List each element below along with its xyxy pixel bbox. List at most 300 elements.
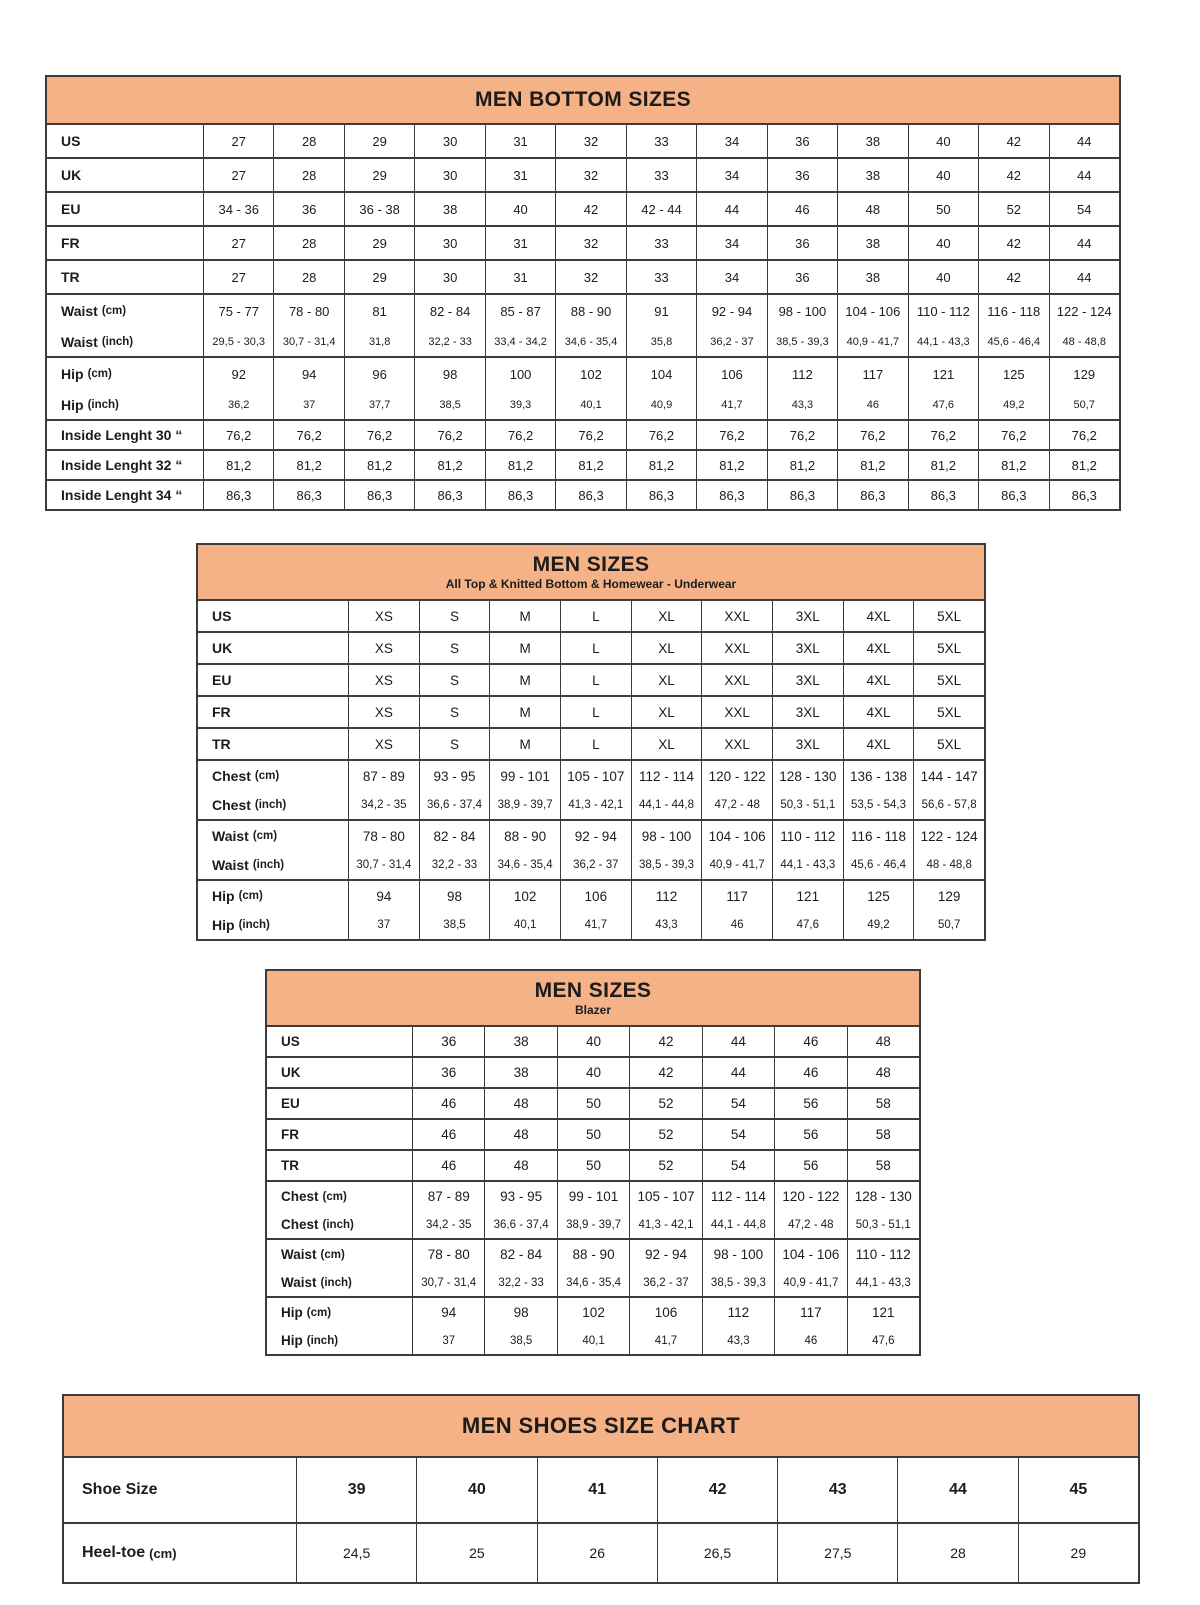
- size-cell: 32,2 - 33: [414, 327, 484, 356]
- size-cell: 58: [847, 1089, 919, 1118]
- size-cell: 98 - 100: [702, 1240, 774, 1269]
- size-cell: 81,2: [555, 451, 625, 479]
- row-label-unit: (cm): [306, 1306, 332, 1319]
- size-cell: 76,2: [555, 421, 625, 449]
- size-cell: 49,2: [843, 911, 914, 939]
- size-cell: 50: [557, 1120, 629, 1149]
- size-cell: 128 - 130: [772, 761, 843, 791]
- size-cell: 32,2 - 33: [484, 1269, 556, 1296]
- table-row: [267, 1058, 919, 1087]
- size-cell: 41,7: [629, 1327, 701, 1354]
- table-row: [47, 421, 1119, 449]
- size-cell: 43,3: [767, 390, 837, 419]
- size-cell: 81,2: [1049, 451, 1119, 479]
- size-cell: 81,2: [908, 451, 978, 479]
- size-cell: 29: [1018, 1524, 1138, 1582]
- row-label-unit: (cm): [320, 1248, 345, 1261]
- size-cell: 41,7: [696, 390, 766, 419]
- row-label-unit: (cm): [87, 368, 112, 380]
- size-cell: 3XL: [772, 665, 843, 695]
- size-cell: XS: [348, 601, 419, 631]
- size-cell: 52: [978, 193, 1048, 225]
- size-cell: 76,2: [837, 421, 907, 449]
- size-cell: 144 - 147: [913, 761, 984, 791]
- size-cell: 48: [847, 1027, 919, 1056]
- size-cell: 82 - 84: [419, 821, 490, 851]
- size-cell: 106: [560, 881, 631, 911]
- row-label: [267, 1027, 412, 1056]
- size-cell: 44,1 - 43,3: [847, 1269, 919, 1296]
- size-cell: 120 - 122: [774, 1182, 846, 1211]
- row-label-text: UK: [61, 167, 82, 183]
- size-cell: 112 - 114: [702, 1182, 774, 1211]
- size-cell: 45,6 - 46,4: [978, 327, 1048, 356]
- size-cell: 86,3: [273, 481, 343, 509]
- size-cell: 39: [296, 1458, 416, 1522]
- size-cell: 47,6: [772, 911, 843, 939]
- row-label-unit: (inch): [306, 1334, 339, 1347]
- row-group: [198, 881, 984, 939]
- size-cell: 32: [555, 125, 625, 157]
- size-cell: 81: [344, 295, 414, 327]
- size-cell: 58: [847, 1120, 919, 1149]
- size-cell: 41,7: [560, 911, 631, 939]
- table-row: [47, 358, 1119, 390]
- size-cell: 33: [626, 227, 696, 259]
- size-cell: 28: [273, 261, 343, 293]
- size-cell: 30,7 - 31,4: [273, 327, 343, 356]
- table-row: [47, 159, 1119, 191]
- size-cell: 81,2: [837, 451, 907, 479]
- row-label: [47, 125, 203, 157]
- size-cell: 36,2 - 37: [696, 327, 766, 356]
- size-cell: 40: [908, 159, 978, 191]
- row-group: [47, 421, 1119, 451]
- table-body: [64, 1458, 1138, 1582]
- row-label: [47, 193, 203, 225]
- size-cell: 99 - 101: [489, 761, 560, 791]
- size-cell: 54: [702, 1120, 774, 1149]
- table-title: MEN SIZES: [534, 978, 652, 1002]
- row-group: [198, 729, 984, 761]
- size-cell: 3XL: [772, 601, 843, 631]
- row-label-text: UK: [281, 1065, 301, 1080]
- size-cell: 88 - 90: [489, 821, 560, 851]
- size-cell: 58: [847, 1151, 919, 1180]
- size-cell: 40,1: [557, 1327, 629, 1354]
- row-group: [267, 1298, 919, 1354]
- size-cell: 34: [696, 227, 766, 259]
- size-cell: 29: [344, 261, 414, 293]
- size-cell: 92 - 94: [629, 1240, 701, 1269]
- size-cell: 100: [485, 358, 555, 390]
- table-row: [198, 851, 984, 879]
- row-label-text: Chest: [212, 797, 251, 813]
- size-cell: XXL: [701, 601, 772, 631]
- row-label-unit: (inch): [87, 398, 119, 411]
- size-cell: 42: [978, 125, 1048, 157]
- size-cell: XS: [348, 697, 419, 727]
- row-group: [267, 1240, 919, 1298]
- size-cell: 41,3 - 42,1: [629, 1211, 701, 1238]
- size-cell: 98 - 100: [767, 295, 837, 327]
- row-label-unit: (cm): [149, 1545, 177, 1561]
- size-cell: 25: [416, 1524, 536, 1582]
- size-cell: 46: [837, 390, 907, 419]
- size-cell: 50,3 - 51,1: [772, 791, 843, 819]
- size-cell: 44: [1049, 261, 1119, 293]
- size-cell: 81,2: [978, 451, 1048, 479]
- row-label-text: Heel-toe: [82, 1544, 146, 1561]
- size-cell: 121: [772, 881, 843, 911]
- size-cell: 47,6: [908, 390, 978, 419]
- size-cell: 43: [777, 1458, 897, 1522]
- row-label: [267, 1120, 412, 1149]
- size-cell: 91: [626, 295, 696, 327]
- size-cell: 40: [416, 1458, 536, 1522]
- table-row: [267, 1298, 919, 1327]
- size-cell: 110 - 112: [847, 1240, 919, 1269]
- size-cell: 33: [626, 159, 696, 191]
- row-group: [47, 358, 1119, 421]
- size-cell: 44,1 - 43,3: [772, 851, 843, 879]
- row-label-text: TR: [281, 1158, 299, 1173]
- row-group: [198, 697, 984, 729]
- size-cell: 36: [767, 261, 837, 293]
- table-header: [198, 545, 984, 601]
- row-label: [267, 1269, 412, 1296]
- size-cell: 33: [626, 261, 696, 293]
- size-cell: 37: [273, 390, 343, 419]
- size-cell: 41: [537, 1458, 657, 1522]
- row-group: [47, 295, 1119, 358]
- row-label: [198, 633, 348, 663]
- size-cell: 76,2: [767, 421, 837, 449]
- size-cell: 46: [774, 1058, 846, 1087]
- size-cell: 52: [629, 1120, 701, 1149]
- row-label: [267, 1058, 412, 1087]
- size-cell: 76,2: [626, 421, 696, 449]
- size-cell: 40,9: [626, 390, 696, 419]
- row-label: [267, 1298, 412, 1327]
- size-cell: L: [560, 633, 631, 663]
- row-label-text: Chest: [212, 768, 251, 784]
- row-label-unit: (inch): [322, 1218, 354, 1231]
- size-cell: 30: [414, 159, 484, 191]
- row-label-text: FR: [281, 1127, 299, 1142]
- size-cell: 42: [978, 227, 1048, 259]
- row-label-text: Hip: [281, 1305, 303, 1320]
- size-cell: 3XL: [772, 697, 843, 727]
- row-group: [198, 601, 984, 633]
- size-cell: 78 - 80: [273, 295, 343, 327]
- size-cell: XS: [348, 665, 419, 695]
- table-row: [198, 633, 984, 663]
- size-cell: 29: [344, 227, 414, 259]
- size-cell: 27: [203, 227, 273, 259]
- size-cell: 38,9 - 39,7: [557, 1211, 629, 1238]
- row-label-text: Waist: [281, 1247, 317, 1262]
- size-cell: 38,5 - 39,3: [767, 327, 837, 356]
- size-cell: 76,2: [908, 421, 978, 449]
- row-label: [198, 911, 348, 939]
- row-label: [47, 390, 203, 419]
- size-cell: 112: [702, 1298, 774, 1327]
- size-cell: 93 - 95: [484, 1182, 556, 1211]
- row-label-text: UK: [212, 640, 233, 656]
- size-cell: 42: [978, 159, 1048, 191]
- row-group: [198, 821, 984, 881]
- size-cell: 26: [537, 1524, 657, 1582]
- row-label: [47, 358, 203, 390]
- size-cell: 98: [414, 358, 484, 390]
- table-row: [64, 1524, 1138, 1582]
- size-cell: 81,2: [696, 451, 766, 479]
- size-cell: 82 - 84: [414, 295, 484, 327]
- row-group: [267, 1058, 919, 1089]
- table-row: [198, 761, 984, 791]
- row-label: [47, 159, 203, 191]
- size-cell: 102: [555, 358, 625, 390]
- size-cell: 34,2 - 35: [412, 1211, 484, 1238]
- size-cell: 104: [626, 358, 696, 390]
- row-group: [267, 1151, 919, 1182]
- size-cell: 44: [1049, 125, 1119, 157]
- row-label-unit: (cm): [254, 770, 280, 782]
- size-cell: 49,2: [978, 390, 1048, 419]
- table-row: [198, 911, 984, 939]
- size-cell: 104 - 106: [837, 295, 907, 327]
- size-cell: 78 - 80: [348, 821, 419, 851]
- size-cell: 38: [414, 193, 484, 225]
- size-cell: 117: [701, 881, 772, 911]
- size-cell: 98: [419, 881, 490, 911]
- size-cell: 37: [412, 1327, 484, 1354]
- size-cell: 86,3: [414, 481, 484, 509]
- table-title: MEN BOTTOM SIZES: [474, 87, 692, 111]
- row-label-text: Chest: [281, 1217, 319, 1232]
- row-label-text: US: [212, 608, 232, 624]
- size-cell: 38,5 - 39,3: [631, 851, 702, 879]
- row-label: [198, 791, 348, 819]
- size-cell: 5XL: [913, 697, 984, 727]
- size-cell: 87 - 89: [412, 1182, 484, 1211]
- size-cell: 48 - 48,8: [913, 851, 984, 879]
- men-bottom-sizes-table: [45, 75, 1121, 511]
- row-label: [267, 1240, 412, 1269]
- size-cell: XL: [631, 601, 702, 631]
- row-group: [198, 761, 984, 821]
- size-cell: 44: [702, 1027, 774, 1056]
- size-cell: 102: [557, 1298, 629, 1327]
- row-label-text: Waist: [212, 828, 249, 844]
- size-cell: 4XL: [843, 665, 914, 695]
- size-cell: 116 - 118: [978, 295, 1048, 327]
- size-cell: 56: [774, 1120, 846, 1149]
- size-cell: 48: [484, 1120, 556, 1149]
- size-cell: 96: [344, 358, 414, 390]
- row-label: [47, 327, 203, 356]
- size-cell: 86,3: [485, 481, 555, 509]
- row-group: [47, 261, 1119, 295]
- row-label-unit: (inch): [254, 799, 287, 811]
- row-label: [267, 1211, 412, 1238]
- row-group: [47, 481, 1119, 509]
- size-cell: 40: [908, 227, 978, 259]
- size-cell: S: [419, 665, 490, 695]
- size-cell: 45,6 - 46,4: [843, 851, 914, 879]
- table-row: [47, 390, 1119, 419]
- table-subtitle: Blazer: [574, 1002, 612, 1017]
- size-cell: 36,6 - 37,4: [484, 1211, 556, 1238]
- size-cell: XL: [631, 665, 702, 695]
- row-label-text: Shoe Size: [82, 1481, 158, 1498]
- size-cell: 129: [1049, 358, 1119, 390]
- size-cell: 44,1 - 44,8: [631, 791, 702, 819]
- size-cell: 33,4 - 34,2: [485, 327, 555, 356]
- size-cell: 38: [484, 1058, 556, 1087]
- table-title: MEN SIZES: [532, 552, 650, 576]
- size-cell: 34,2 - 35: [348, 791, 419, 819]
- size-cell: 106: [696, 358, 766, 390]
- size-cell: 38: [837, 227, 907, 259]
- size-cell: 36: [767, 125, 837, 157]
- size-cell: 42: [555, 193, 625, 225]
- row-label-text: Waist: [61, 333, 98, 350]
- size-cell: 48: [837, 193, 907, 225]
- size-cell: 27: [203, 159, 273, 191]
- size-cell: 28: [273, 159, 343, 191]
- size-cell: 3XL: [772, 729, 843, 759]
- table-body: [267, 1027, 919, 1354]
- size-cell: 29: [344, 159, 414, 191]
- size-cell: 86,3: [555, 481, 625, 509]
- row-group: [267, 1089, 919, 1120]
- size-cell: 94: [273, 358, 343, 390]
- size-cell: S: [419, 633, 490, 663]
- size-cell: 30: [414, 227, 484, 259]
- table-row: [47, 125, 1119, 157]
- size-cell: 54: [1049, 193, 1119, 225]
- size-cell: 30,7 - 31,4: [348, 851, 419, 879]
- size-cell: 128 - 130: [847, 1182, 919, 1211]
- size-cell: 44,1 - 44,8: [702, 1211, 774, 1238]
- size-cell: 86,3: [908, 481, 978, 509]
- size-cell: 31: [485, 261, 555, 293]
- row-label: [198, 665, 348, 695]
- table-row: [267, 1120, 919, 1149]
- size-cell: M: [489, 665, 560, 695]
- size-cell: 38: [837, 159, 907, 191]
- table-title: MEN SHOES SIZE CHART: [461, 1413, 741, 1439]
- size-cell: 129: [913, 881, 984, 911]
- size-cell: M: [489, 633, 560, 663]
- size-cell: 5XL: [913, 633, 984, 663]
- row-label: [47, 261, 203, 293]
- row-label: [64, 1524, 296, 1582]
- size-cell: 120 - 122: [701, 761, 772, 791]
- size-cell: 121: [908, 358, 978, 390]
- size-cell: 122 - 124: [1049, 295, 1119, 327]
- size-cell: 92 - 94: [696, 295, 766, 327]
- row-label-text: Hip: [61, 366, 84, 382]
- row-group: [47, 159, 1119, 193]
- size-cell: 46: [767, 193, 837, 225]
- size-cell: 42: [978, 261, 1048, 293]
- size-cell: XXL: [701, 697, 772, 727]
- row-label: [267, 1182, 412, 1211]
- row-label-unit: (cm): [101, 305, 127, 317]
- table-row: [47, 327, 1119, 356]
- table-row: [47, 481, 1119, 509]
- row-group: [198, 633, 984, 665]
- table-row: [198, 791, 984, 819]
- size-cell: 32: [555, 227, 625, 259]
- size-cell: 36: [767, 159, 837, 191]
- row-label-unit: (inch): [238, 919, 270, 931]
- size-cell: 42: [629, 1027, 701, 1056]
- row-group: [267, 1027, 919, 1058]
- size-cell: 48 - 48,8: [1049, 327, 1119, 356]
- size-cell: XL: [631, 633, 702, 663]
- size-cell: 46: [774, 1327, 846, 1354]
- row-label-unit: (cm): [322, 1190, 347, 1203]
- size-cell: 98 - 100: [631, 821, 702, 851]
- size-cell: 112: [631, 881, 702, 911]
- size-cell: 117: [837, 358, 907, 390]
- size-cell: 92 - 94: [560, 821, 631, 851]
- size-cell: 32: [555, 159, 625, 191]
- size-cell: 30,7 - 31,4: [412, 1269, 484, 1296]
- row-label-text: Inside Lenght 34 “: [61, 487, 183, 503]
- size-cell: 75 - 77: [203, 295, 273, 327]
- size-cell: 34,6 - 35,4: [557, 1269, 629, 1296]
- size-cell: 106: [629, 1298, 701, 1327]
- row-label: [47, 421, 203, 449]
- size-cell: 31: [485, 125, 555, 157]
- size-cell: 98: [484, 1298, 556, 1327]
- size-cell: 38,5: [484, 1327, 556, 1354]
- size-cell: 47,2 - 48: [701, 791, 772, 819]
- size-cell: L: [560, 729, 631, 759]
- row-label-text: Inside Lenght 32 “: [61, 457, 183, 473]
- size-cell: 40: [908, 261, 978, 293]
- size-cell: 86,3: [1049, 481, 1119, 509]
- table-row: [267, 1327, 919, 1354]
- row-label-unit: (inch): [252, 859, 285, 871]
- row-label: [267, 1151, 412, 1180]
- size-cell: 46: [412, 1089, 484, 1118]
- size-cell: 44: [702, 1058, 774, 1087]
- size-cell: L: [560, 665, 631, 695]
- row-label-text: US: [281, 1034, 300, 1049]
- size-cell: 36,2 - 37: [629, 1269, 701, 1296]
- size-cell: 40: [557, 1058, 629, 1087]
- size-cell: 40,1: [555, 390, 625, 419]
- size-cell: XXL: [701, 665, 772, 695]
- size-cell: 81,2: [767, 451, 837, 479]
- size-cell: 50,7: [1049, 390, 1119, 419]
- size-cell: 32,2 - 33: [419, 851, 490, 879]
- size-cell: 34,6 - 35,4: [489, 851, 560, 879]
- size-cell: 4XL: [843, 729, 914, 759]
- row-label: [47, 481, 203, 509]
- size-cell: 5XL: [913, 665, 984, 695]
- size-cell: 5XL: [913, 729, 984, 759]
- row-label: [47, 451, 203, 479]
- size-cell: 93 - 95: [419, 761, 490, 791]
- size-cell: 56: [774, 1151, 846, 1180]
